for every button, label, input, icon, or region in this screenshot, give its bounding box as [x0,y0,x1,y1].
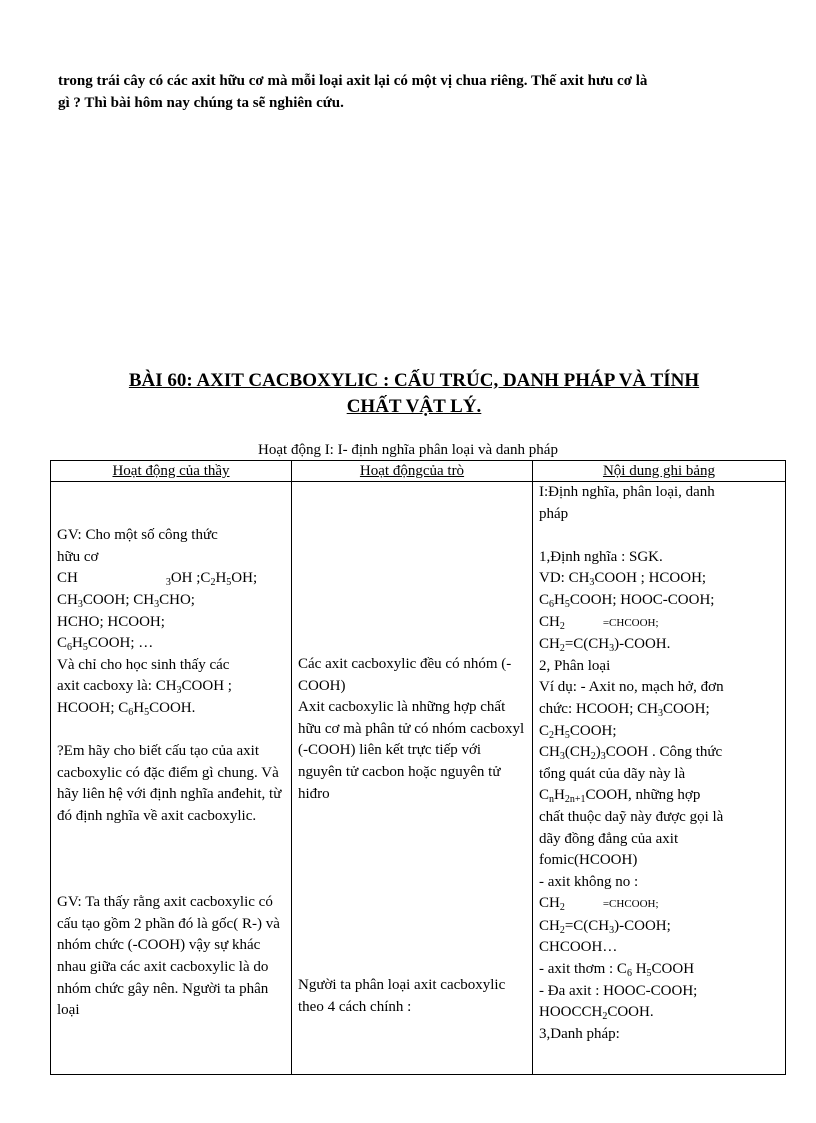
teacher-line: axit cacboxy là: $CH_3COOH$ ; [57,678,232,697]
board-cell [533,482,786,1075]
board-line: $CH_2$ =CHCOOH; [539,613,659,632]
board-line: 1,Định nghĩa : SGK. [539,548,663,565]
board-line: $HOOCCH_2COOH$. [539,1004,654,1023]
lesson-title-line-1: BÀI 60: AXIT CACBOXYLIC : CẤU TRÚC, DANH PHÁP VÀ TÍNH [128,370,700,391]
board-line: - Đa axit : HOOC-COOH; [539,982,698,999]
student-cell [292,482,533,1075]
teacher-line: GV: Cho một số công thức [57,527,218,544]
board-line: I:Định nghĩa, phân loại, danh [539,484,715,500]
board-line: $C_2H_5COOH$; [539,722,617,741]
student-answer-1: Các axit cacboxylic đều có nhóm (-COOH) [298,656,512,694]
board-line: - axit không no : [539,873,639,890]
header-student: Hoạt độngcủa trò [292,461,533,482]
activity-heading: Hoạt động I: I- định nghĩa phân loại và danh pháp [258,442,558,458]
intro-paragraph [58,70,770,114]
board-line: VD: $CH_3COOH$ ; HCOOH; [539,570,707,589]
teacher-explanation: GV: Ta thấy rằng axit cacboxylic có cấu tạo gồm 2 phần đó là gốc( R-) và nhóm chức (-COOH) vậy sự khác nhau giữa các axit cacboxylic là do nhóm chức gây nên. Người ta phân loại [57,894,280,1019]
board-line: $CH_2$ =CHCOOH; [539,895,659,914]
intro-line-1: trong trái cây có các axit hữu cơ mà mỗi loại axit lại có một vị chua riêng. Thế axit hưu cơ là [58,73,648,89]
header-teacher: Hoạt động của thầy [51,461,292,482]
board-line: 3,Danh pháp: [539,1025,620,1042]
header-board: Nội dung ghi bảng [533,461,786,482]
lesson-table [50,460,786,1075]
board-line: $CH_2=C(CH_3)$-COOH; [539,917,671,936]
board-line: chất thuộc daỹ này được gọi là [539,808,724,825]
board-line: Ví dụ: - Axit no, mạch hở, đơn [539,679,724,696]
formula-line: $C_6H_5COOH$; … [57,635,154,654]
lesson-title-line-2: CHẤT VẬT LÝ. [346,396,482,417]
board-line: pháp [539,505,569,522]
board-line: $C_nH_{2n+1}COOH$, những hợp [539,787,701,806]
teacher-cell [51,482,292,1075]
board-line: chức: HCOOH; $CH_3COOH$; [539,700,710,719]
formula-line: $CH_3COOH$; $CH_3CHO$; [57,591,195,610]
table-row [51,482,786,1075]
board-line: CHCOOH… [539,939,618,956]
formula-line: CH $_3$OH $;C_2H_5OH$; [57,570,258,589]
teacher-question: ?Em hãy cho biết cấu tạo của axit cacboxylic có đặc điểm gì chung. Và hãy liên hệ với định nghĩa anđehit, từ đó định nghĩa về axit cacboxylic. [57,743,282,824]
board-line: tổng quát của dãy này là [539,765,686,782]
board-line: $CH_3(CH_2)_3COOH$ . Công thức [539,744,723,763]
board-line: 2, Phân loại [539,657,611,674]
teacher-line: Và chỉ cho học sinh thấy các [57,656,230,673]
formula-line: HCHO; HCOOH; [57,613,165,630]
board-line: $CH_2=C(CH_3)$-COOH. [539,636,671,655]
table-header-row [51,461,786,482]
student-answer-2: Axit cacboxylic là những hợp chất hữu cơ mà phân tử có nhóm cacboxyl (-COOH) liên kết trực tiếp với nguyên tử cacbon hoặc nguyên tử hiđro [298,699,525,802]
intro-line-2: gì ? Thì bài hôm nay chúng ta sẽ nghiên cứu. [58,95,344,111]
board-line: fomic(HCOOH) [539,852,638,869]
lesson-title [58,368,770,420]
teacher-line: HCOOH; $C_6H_5COOH$. [57,699,196,718]
board-line: dãy đồng đẳng của axit [539,830,679,847]
board-line: $C_6H_5COOH$; HOOC-COOH; [539,591,715,610]
teacher-line: hữu cơ [57,548,99,565]
board-line: - axit thơm : $C_6$ $H_5COOH$ [539,961,695,980]
student-answer-3: Người ta phân loại axit cacboxylic theo 4 cách chính : [298,977,506,1015]
